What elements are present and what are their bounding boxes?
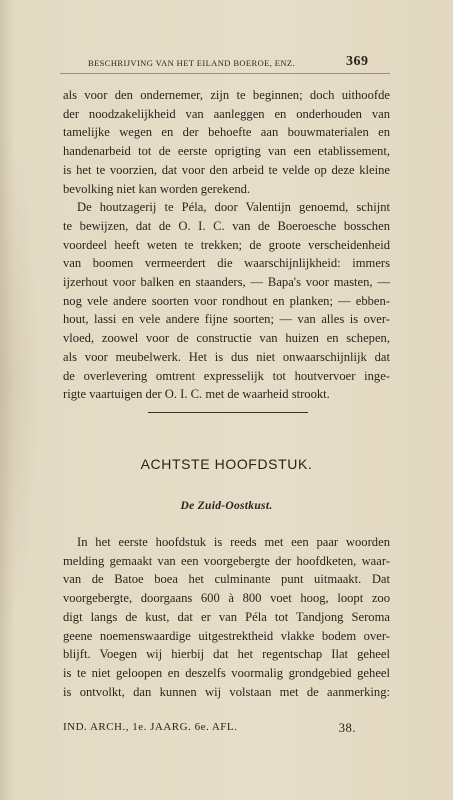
text-line: als voor den ondernemer, zijn te beginnen; doch uithoofde	[63, 88, 390, 102]
text-line: voorgebergte, doorgaans 600 à 800 voet hoog, loopt zoo	[63, 591, 390, 606]
text-line: te bewijzen, dat de O. I. C. van de Boeroesche bosschen	[63, 218, 390, 233]
text-line: In het eerste hoofdstuk is reeds met een paar woorden	[77, 535, 390, 549]
text-line: rigte vaartuigen der O. I. C. met de waarheid strookt.	[63, 387, 330, 402]
text-line: De houtzagerij te Péla, door Valentijn genoemd, schijnt	[77, 200, 390, 215]
text-line: is te niet geloopen en deszelfs voormalig grondgebied geheel	[63, 665, 390, 680]
text-line: als voor meubelwerk. Het is dus niet onwaarschijnlijk dat	[63, 349, 390, 364]
text-line: hout, lassi en vele andere fijne soorten; — van alles is over-	[63, 312, 390, 327]
text-line: der noodzakelijkheid van aanleggen en onderhouden van	[63, 106, 390, 121]
text-line: de overlevering omtrent expresselijk tot houtvervoer inge-	[63, 368, 390, 383]
signature-mark: IND. ARCH., 1e. JAARG. 6e. AFL.	[63, 721, 238, 733]
running-header: BESCHRIJVING VAN HET EILAND BOEROE, ENZ.	[88, 58, 296, 68]
text-line: melding gemaakt van een voorgebergte der hoofdketen, waar-	[63, 553, 390, 568]
text-line: handenarbeid tot de eerste oprigting van een etablissement,	[63, 144, 390, 159]
text-line: is ontvolkt, dan kunnen wij volstaan met de aanmerking:	[63, 684, 390, 699]
text-line: van de Batoe boea het culminante punt uitmaakt. Dat	[63, 572, 390, 587]
page-number: 369	[346, 54, 369, 69]
header-rule	[60, 73, 390, 74]
text-line: blijft. Voegen wij hierbij dat het regentschap Ilat geheel	[63, 647, 390, 662]
text-line: bevolking niet kan worden gerekend.	[63, 181, 251, 196]
text-line: tamelijke wegen en der behoefte aan bouwmaterialen en	[63, 125, 390, 140]
text-line: ijzerhout voor balken en staanders, — Bapa's voor masten, —	[63, 275, 390, 290]
text-line: vloed, zoowel voor de constructie van huizen en schepen,	[63, 331, 390, 346]
text-line: geene noemenswaardige uitgestrektheid vlakke bodem over-	[63, 628, 390, 643]
text-line: van boomen vermeerdert die waarschijnlijkheid: immers	[63, 256, 390, 271]
text-line: digt langs de kust, dat er van Péla tot Tandjong Seroma	[63, 609, 390, 624]
text-block-upper	[63, 86, 390, 404]
text-line: voordeel heeft weten te trekken; de groote verscheidenheid	[63, 237, 390, 252]
section-divider	[148, 412, 308, 413]
chapter-title: ACHTSTE HOOFDSTUK.	[140, 456, 313, 472]
text-block-lower	[63, 533, 390, 701]
chapter-subtitle: De Zuid-Oostkust.	[180, 500, 273, 512]
text-line: is het te voorzien, dat voor den arbeid te velde op deze kleine	[63, 162, 390, 177]
text-line: nog vele andere soorten voor rondhout en planken; — ebben-	[63, 293, 390, 308]
page-stain	[0, 130, 40, 630]
sheet-number: 38.	[338, 721, 356, 735]
